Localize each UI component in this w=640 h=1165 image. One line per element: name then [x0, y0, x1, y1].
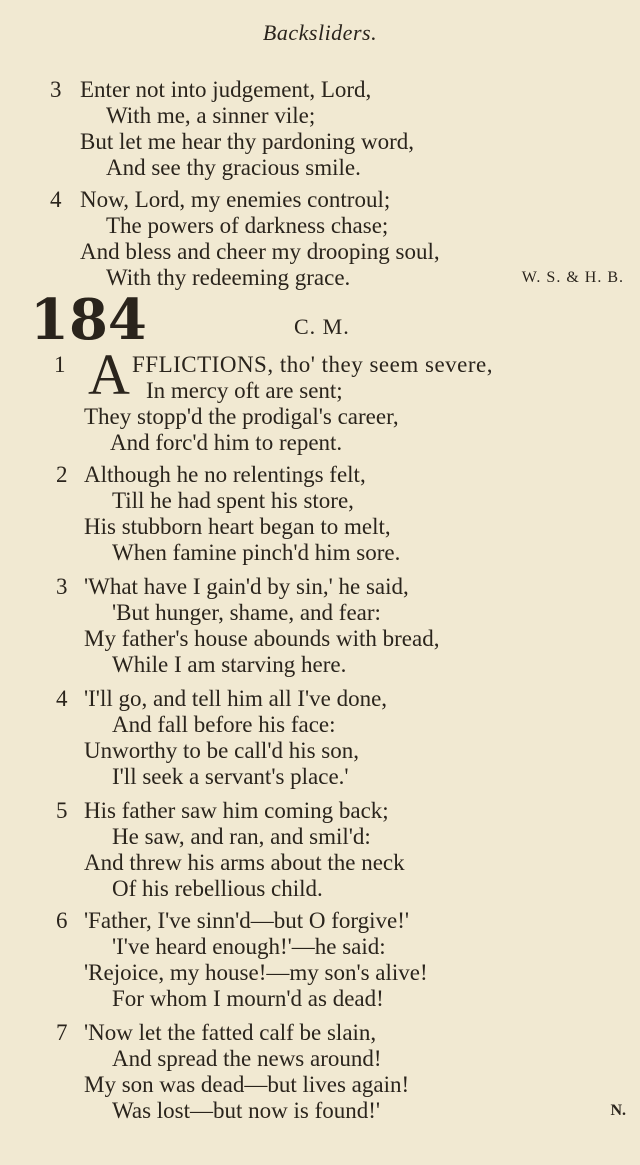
line-text: And see thy gracious smile. [106, 155, 361, 180]
stanza-line [0, 488, 640, 514]
stanza-line [0, 514, 640, 540]
line-text: My son was dead—but lives again! [84, 1072, 410, 1097]
stanza-line [0, 934, 640, 960]
stanza-number: 6 [56, 908, 68, 933]
line-text: FFLICTIONS, tho' they seem severe, [132, 352, 493, 377]
stanza-7 [0, 1020, 640, 1124]
stanza-5 [0, 798, 640, 902]
attribution: N. [610, 1102, 626, 1119]
line-text: My father's house abounds with bread, [84, 626, 440, 651]
stanza-number: 3 [50, 77, 62, 102]
page-header: Backsliders. [262, 20, 378, 45]
line-text: I'll seek a servant's place.' [112, 764, 349, 789]
prev-stanza-4 [0, 187, 640, 291]
line-text: 'Now let the fatted calf be slain, [84, 1020, 377, 1045]
line-text: With thy redeeming grace. [106, 265, 351, 290]
line-text: His stubborn heart began to melt, [84, 514, 391, 539]
stanza-line [0, 850, 640, 876]
line-text: With me, a sinner vile; [106, 103, 316, 128]
stanza-line [0, 600, 640, 626]
line-text: 'Rejoice, my house!—my son's alive! [84, 960, 428, 985]
line-text: The powers of darkness chase; [106, 213, 389, 238]
stanza-line [0, 1072, 640, 1098]
stanza-number: 4 [50, 187, 62, 212]
hymn-number: 184 [30, 287, 147, 353]
stanza-line [0, 712, 640, 738]
stanza-line [0, 155, 640, 181]
line-text: 'I'll go, and tell him all I've done, [84, 686, 388, 711]
stanza-line [0, 213, 640, 239]
line-text: Enter not into judgement, Lord, [80, 77, 372, 102]
line-text: 'Father, I've sinn'd—but O forgive!' [84, 908, 410, 933]
stanza-line [0, 738, 640, 764]
stanza-line [0, 378, 640, 404]
hymn-meter: C. M. [294, 314, 350, 339]
stanza-number: 3 [56, 574, 68, 599]
stanza-line [0, 960, 640, 986]
stanza-line [0, 824, 640, 850]
stanza-line [0, 908, 640, 934]
line-text: Of his rebellious child. [112, 876, 323, 901]
stanza-line [0, 129, 640, 155]
stanza-number: 7 [56, 1020, 68, 1045]
stanza-line [0, 626, 640, 652]
line-text: And bless and cheer my drooping soul, [80, 239, 440, 264]
line-text: 'But hunger, shame, and fear: [112, 600, 381, 625]
stanza-line [0, 1046, 640, 1072]
stanza-line [0, 430, 640, 456]
line-text: But let me hear thy pardoning word, [80, 129, 415, 154]
stanza-line [0, 1098, 640, 1124]
line-text: And spread the news around! [112, 1046, 382, 1071]
stanza-number: 2 [56, 462, 68, 487]
stanza-line [0, 77, 640, 103]
prev-stanza-3 [0, 77, 640, 181]
stanza-line [0, 986, 640, 1012]
line-text: In mercy oft are sent; [146, 378, 343, 403]
stanza-line [0, 187, 640, 213]
stanza-line [0, 103, 640, 129]
stanza-line [0, 239, 640, 265]
line-text: While I am starving here. [112, 652, 347, 677]
stanza-line [0, 798, 640, 824]
stanza-1 [0, 342, 640, 456]
stanza-6 [0, 908, 640, 1012]
line-text: When famine pinch'd him sore. [112, 540, 401, 565]
stanza-line [0, 764, 640, 790]
attribution: W. S. & H. B. [521, 269, 624, 286]
line-text: And threw his arms about the neck [84, 850, 405, 875]
stanza-line [0, 652, 640, 678]
line-text: Although he no relentings felt, [84, 462, 366, 487]
stanza-number: 1 [54, 352, 66, 377]
line-text: For whom I mourn'd as dead! [112, 986, 384, 1011]
stanza-line [0, 404, 640, 430]
stanza-line [0, 876, 640, 902]
drop-cap: A [88, 342, 130, 407]
line-text: His father saw him coming back; [84, 798, 389, 823]
stanza-line [0, 574, 640, 600]
line-text: He saw, and ran, and smil'd: [112, 824, 371, 849]
line-text: 'I've heard enough!'—he said: [112, 934, 386, 959]
line-text: 'What have I gain'd by sin,' he said, [84, 574, 409, 599]
stanza-line [0, 540, 640, 566]
line-text: And forc'd him to repent. [110, 430, 343, 455]
stanza-line [0, 462, 640, 488]
line-text: Now, Lord, my enemies controul; [80, 187, 391, 212]
line-text: Unworthy to be call'd his son, [84, 738, 360, 763]
line-text: And fall before his face: [112, 712, 336, 737]
line-text: They stopp'd the prodigal's career, [84, 404, 399, 429]
line-text: Till he had spent his store, [112, 488, 354, 513]
stanza-line [0, 1020, 640, 1046]
stanza-3 [0, 574, 640, 678]
stanza-number: 4 [56, 686, 68, 711]
stanza-4 [0, 686, 640, 790]
stanza-2 [0, 462, 640, 566]
line-text: Was lost—but now is found!' [112, 1098, 381, 1123]
stanza-number: 5 [56, 798, 68, 823]
stanza-line [0, 686, 640, 712]
